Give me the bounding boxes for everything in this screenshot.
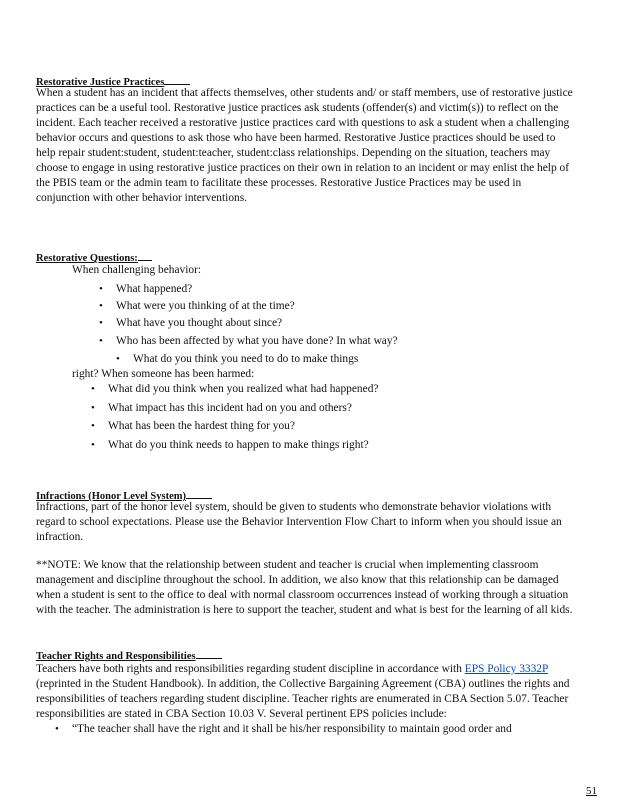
eps-policy-link[interactable]: EPS Policy 3332P	[464, 663, 548, 675]
harmed-question-item: • What did you think when you realized what had happened?	[108, 383, 378, 395]
infractions-heading: Infractions (Honor Level System)	[36, 488, 212, 502]
teacher-rights-heading: Teacher Rights and Responsibilities	[36, 648, 222, 662]
challenging-behavior-intro: When challenging behavior:	[72, 264, 202, 276]
challenging-question-item: • What happened?	[116, 283, 192, 295]
harmed-question-item: • What do you think needs to happen to make things right?	[108, 439, 369, 451]
harmed-question-item: • What has been the hardest thing for you?	[108, 420, 295, 432]
restorative-practices-paragraph: When a student has an incident that affects themselves, other students and/ or staff members, use of restorative justice practices can be a useful tool. Restorative justice practices ask students (offender(s) and victim(s)) to reflect on the incident. Each teacher received a restorative justice practices card with questions to ask a student when a challenging behavior occurs and questions to ask those who have been harmed. Restorative Justice practices should be used to help repair student:student, student:teacher, student:class relationships. Depending on the situation, teachers may choose to engage in using restorative justice practices on their own in relation to an incident or may enlist the help of the PBIS team or the admin team to facilitate these processes. Restorative Justice Practices may be used in conjunction with other behavior interventions.	[36, 87, 573, 204]
challenging-question-item: • What were you thinking of at the time?	[116, 300, 295, 312]
policy-bullet: • “The teacher shall have the right and it shall be his/her responsibility to maintain good order and	[72, 723, 512, 735]
harmed-intro: right? When someone has been harmed:	[72, 368, 255, 380]
restorative-practices-heading: Restorative Justice Practices	[36, 74, 190, 88]
teacher-rights-text: Teachers have both rights and responsibilities regarding student discipline in accordance with	[36, 663, 465, 675]
challenging-question-item: • What do you think you need to do to make things	[133, 353, 358, 365]
teacher-rights-text-continued: (reprinted in the Student Handbook). In addition, the Collective Bargaining Agreement (CBA) outlines the rights and responsibilities of teachers regarding student discipline. Teacher rights are enumerated in CBA Section 5.07. Teacher responsibilities are stated in CBA Section 10.03 V. Several pertinent EPS policies include:	[36, 678, 570, 720]
teacher-rights-paragraph	[36, 662, 576, 722]
harmed-question-item: • What impact has this incident had on you and others?	[108, 402, 352, 414]
challenging-question-item: • What have you thought about since?	[116, 317, 282, 329]
infractions-paragraph: Infractions, part of the honor level system, should be given to students who demonstrate behavior violations with regard to school expectations. Please use the Behavior Intervention Flow Chart to inform when you should issue an infraction.	[36, 501, 562, 543]
restorative-questions-heading: Restorative Questions:	[36, 250, 152, 264]
challenging-question-item: • Who has been affected by what you have done? In what way?	[116, 335, 398, 347]
page-number: 51	[586, 785, 597, 797]
infractions-note: **NOTE: We know that the relationship between student and teacher is crucial when implementing classroom management and discipline throughout the school. In addition, we also know that this relationship can be damaged when a student is sent to the office to deal with normal classroom occurrences instead of working through a situation with the teacher. The administration is here to support the teacher, student and what is best for the learning of all kids.	[36, 559, 573, 616]
